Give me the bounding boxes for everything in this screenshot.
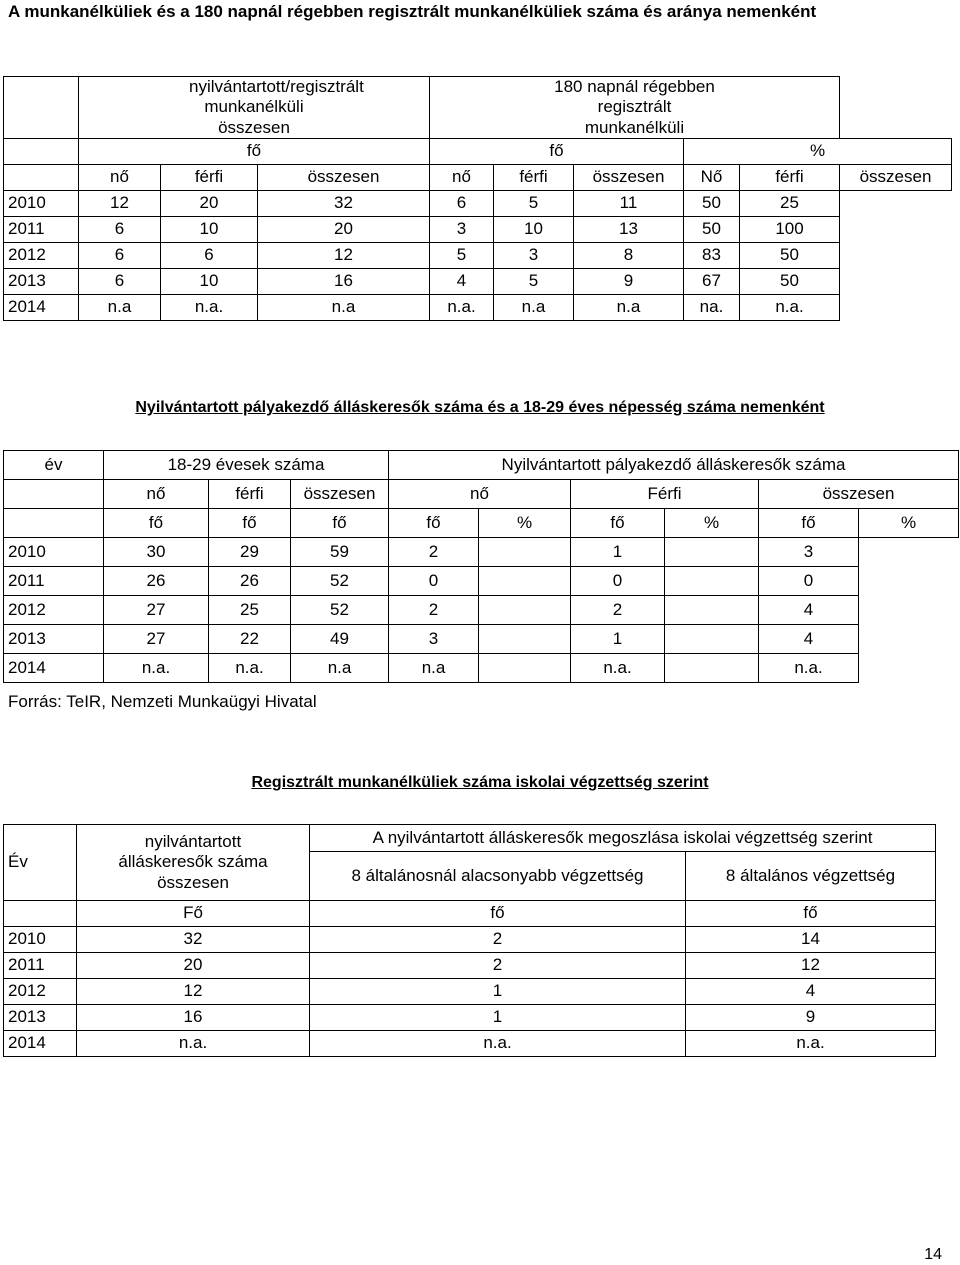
table1-col-header: összesen (574, 165, 684, 191)
table-cell: 27 (104, 625, 209, 654)
table-cell (479, 538, 571, 567)
table2-sub-header: összesen (291, 480, 389, 509)
table-cell: na. (684, 295, 740, 321)
table1-col-header: Nő (684, 165, 740, 191)
table-cell: 50 (684, 217, 740, 243)
table2-unit: % (859, 509, 959, 538)
table2-header-row-2 (4, 480, 959, 509)
table-cell: n.a. (310, 1031, 686, 1057)
table-cell: 6 (79, 269, 161, 295)
table-cell: 12 (258, 243, 430, 269)
row-year: 2014 (4, 654, 104, 683)
table-cell (859, 538, 959, 567)
row-year: 2012 (4, 979, 77, 1005)
table-cell: 22 (209, 625, 291, 654)
table-cell (665, 654, 759, 683)
table-cell: n.a (574, 295, 684, 321)
table-cell: 16 (77, 1005, 310, 1031)
table-cell: 50 (740, 243, 840, 269)
row-year: 2014 (4, 295, 79, 321)
table-cell: 20 (258, 217, 430, 243)
table3-unit: Fő (77, 901, 310, 927)
table-cell (665, 538, 759, 567)
table-cell: 49 (291, 625, 389, 654)
table3-body (4, 927, 936, 1057)
table-cell (859, 654, 959, 683)
table-cell (859, 625, 959, 654)
table-cell (840, 295, 952, 321)
table3-sub-b: 8 általános végzettség (686, 852, 936, 901)
row-year: 2010 (4, 927, 77, 953)
table2-header-row-1 (4, 451, 959, 480)
table-cell: 9 (686, 1005, 936, 1031)
table-cell: 2 (310, 927, 686, 953)
table-cell: 5 (430, 243, 494, 269)
table2-unit: fő (291, 509, 389, 538)
table3-year-header: Év (4, 825, 77, 901)
table-cell: 0 (389, 567, 479, 596)
table-cell: n.a. (686, 1031, 936, 1057)
table-cell: 32 (77, 927, 310, 953)
row-year: 2012 (4, 243, 79, 269)
table-cell: 0 (571, 567, 665, 596)
table-row (4, 567, 959, 596)
table-cell: 6 (79, 217, 161, 243)
table-row (4, 217, 952, 243)
table-cell: 10 (161, 269, 258, 295)
table-cell: 5 (494, 269, 574, 295)
table-cell: 27 (104, 596, 209, 625)
table1-col-header: összesen (840, 165, 952, 191)
table-cell (665, 567, 759, 596)
table1-corner (4, 77, 79, 139)
row-year: 2012 (4, 596, 104, 625)
table-cell: 4 (430, 269, 494, 295)
table-cell: 100 (740, 217, 840, 243)
table1-body (4, 191, 952, 321)
table-cell: 30 (104, 538, 209, 567)
table2-unit: fő (759, 509, 859, 538)
table-cell: 4 (686, 979, 936, 1005)
table2-unit: % (665, 509, 759, 538)
table2-sub-header: nő (389, 480, 571, 509)
table-cell: n.a. (104, 654, 209, 683)
table-cell: n.a. (430, 295, 494, 321)
table-cell: 14 (686, 927, 936, 953)
table-cell (479, 596, 571, 625)
table-cell: 16 (258, 269, 430, 295)
table2-sub-header: összesen (759, 480, 959, 509)
table2-body (4, 538, 959, 683)
table-cell (859, 567, 959, 596)
table-cell: 4 (759, 596, 859, 625)
table2-unit: % (479, 509, 571, 538)
table1-title: A munkanélküliek és a 180 napnál régebben regisztrált munkanélküliek száma és aránya nemenként (8, 2, 817, 21)
row-year: 2013 (4, 1005, 77, 1031)
table-cell: 8 (574, 243, 684, 269)
table2-unit: fő (571, 509, 665, 538)
table-cell: 13 (574, 217, 684, 243)
table-cell: 4 (759, 625, 859, 654)
table-cell (840, 217, 952, 243)
table1-unit-c: % (684, 139, 952, 165)
table1-col-header: férfi (494, 165, 574, 191)
table-cell: 20 (77, 953, 310, 979)
table-cell: n.a. (571, 654, 665, 683)
table-cell: n.a (258, 295, 430, 321)
table-cell: n.a. (77, 1031, 310, 1057)
table-row (4, 596, 959, 625)
table-cell: n.a. (161, 295, 258, 321)
table-cell: 2 (571, 596, 665, 625)
table3-total-header: nyilvántartott álláskeresők száma összesen (77, 825, 310, 901)
table-cell: 25 (740, 191, 840, 217)
table1-unit-a: fő (79, 139, 430, 165)
table-cell: 10 (494, 217, 574, 243)
table-cell (840, 191, 952, 217)
table-cell: 6 (161, 243, 258, 269)
row-year: 2010 (4, 191, 79, 217)
source-note: Forrás: TeIR, Nemzeti Munkaügyi Hivatal (8, 692, 317, 711)
row-year: 2014 (4, 1031, 77, 1057)
table2-sub-header: Férfi (571, 480, 759, 509)
table1-col-header: férfi (740, 165, 840, 191)
table-cell: 11 (574, 191, 684, 217)
table-row (4, 191, 952, 217)
table-cell: 12 (79, 191, 161, 217)
table-cell: 0 (759, 567, 859, 596)
table-row (4, 927, 936, 953)
table1-col-header: férfi (161, 165, 258, 191)
table-cell: n.a (389, 654, 479, 683)
table-cell: 10 (161, 217, 258, 243)
table-row (4, 654, 959, 683)
table-cell: n.a. (209, 654, 291, 683)
table-cell: 1 (571, 625, 665, 654)
table2-unit-row (4, 509, 959, 538)
table-row (4, 538, 959, 567)
table-row (4, 625, 959, 654)
education-table (3, 824, 936, 1057)
table-row (4, 295, 952, 321)
table2-unit: fő (389, 509, 479, 538)
table-cell: 20 (161, 191, 258, 217)
table-cell: 29 (209, 538, 291, 567)
table1-col-header-row (4, 165, 952, 191)
table-cell: 3 (494, 243, 574, 269)
young-jobseekers-table (3, 450, 959, 683)
table-cell: 12 (686, 953, 936, 979)
table3-sub-a: 8 általánosnál alacsonyabb végzettség (310, 852, 686, 901)
table-cell: 50 (740, 269, 840, 295)
table-cell: n.a (494, 295, 574, 321)
table2-year-header: év (4, 451, 104, 480)
table-cell: 50 (684, 191, 740, 217)
table-row (4, 979, 936, 1005)
table-cell: 12 (77, 979, 310, 1005)
unemployed-by-gender-table (3, 76, 952, 321)
table-cell (479, 654, 571, 683)
table-row (4, 269, 952, 295)
table-cell (665, 625, 759, 654)
table-cell: 6 (430, 191, 494, 217)
table-cell: n.a. (759, 654, 859, 683)
table2-sub-header: nő (104, 480, 209, 509)
row-year: 2010 (4, 538, 104, 567)
table-cell: 9 (574, 269, 684, 295)
table3-header-row-1 (4, 825, 936, 852)
table-cell: 2 (389, 538, 479, 567)
table3-group-header: A nyilvántartott álláskeresők megoszlása iskolai végzettség szerint (310, 825, 936, 852)
table-cell: 1 (571, 538, 665, 567)
table-cell (665, 596, 759, 625)
page-number: 14 (924, 1246, 942, 1263)
table-cell: 1 (310, 1005, 686, 1031)
table-row (4, 953, 936, 979)
row-year: 2011 (4, 567, 104, 596)
table-cell: 3 (759, 538, 859, 567)
table2-sub-header: férfi (209, 480, 291, 509)
row-year: 2011 (4, 217, 79, 243)
table-cell: n.a (291, 654, 389, 683)
table-cell: 26 (209, 567, 291, 596)
table1-col-header: nő (79, 165, 161, 191)
table-cell (479, 625, 571, 654)
table-cell: 3 (430, 217, 494, 243)
table-cell: 6 (79, 243, 161, 269)
row-year: 2013 (4, 625, 104, 654)
table-cell (840, 269, 952, 295)
table-cell: 52 (291, 596, 389, 625)
table-cell: 2 (310, 953, 686, 979)
table-cell (479, 567, 571, 596)
table1-header-registered: nyilvántartott/regisztrált munkanélküli összesen (79, 77, 430, 139)
table1-col-header: összesen (258, 165, 430, 191)
table-row (4, 243, 952, 269)
table3-unit-row (4, 901, 936, 927)
table-cell: 83 (684, 243, 740, 269)
table-cell: 32 (258, 191, 430, 217)
table-cell: 59 (291, 538, 389, 567)
table1-header-row-1 (4, 77, 952, 139)
table-cell: 52 (291, 567, 389, 596)
table2-group-b: Nyilvántartott pályakezdő álláskeresők száma (389, 451, 959, 480)
row-year: 2013 (4, 269, 79, 295)
table1-unit-b: fő (430, 139, 684, 165)
table3-unit: fő (686, 901, 936, 927)
table-cell: 2 (389, 596, 479, 625)
table-cell: 3 (389, 625, 479, 654)
table-cell: 67 (684, 269, 740, 295)
table1-col-header: nő (430, 165, 494, 191)
table-cell (840, 243, 952, 269)
table-cell: n.a (79, 295, 161, 321)
table2-group-a: 18-29 évesek száma (104, 451, 389, 480)
table2-unit: fő (209, 509, 291, 538)
table1-unit-row (4, 139, 952, 165)
table-cell: 5 (494, 191, 574, 217)
table-cell: 25 (209, 596, 291, 625)
row-year: 2011 (4, 953, 77, 979)
table-row (4, 1005, 936, 1031)
table3-unit: fő (310, 901, 686, 927)
table3-title: Regisztrált munkanélküliek száma iskolai végzettség szerint (251, 774, 709, 791)
table-cell: 26 (104, 567, 209, 596)
table-cell (859, 596, 959, 625)
table-cell: n.a. (740, 295, 840, 321)
table2-title: Nyilvántartott pályakezdő álláskeresők száma és a 18-29 éves népesség száma nemenként (135, 399, 825, 416)
table1-header-180days: 180 napnál régebben regisztrált munkanélküli (430, 77, 840, 139)
table2-unit: fő (104, 509, 209, 538)
table-row (4, 1031, 936, 1057)
table-cell: 1 (310, 979, 686, 1005)
